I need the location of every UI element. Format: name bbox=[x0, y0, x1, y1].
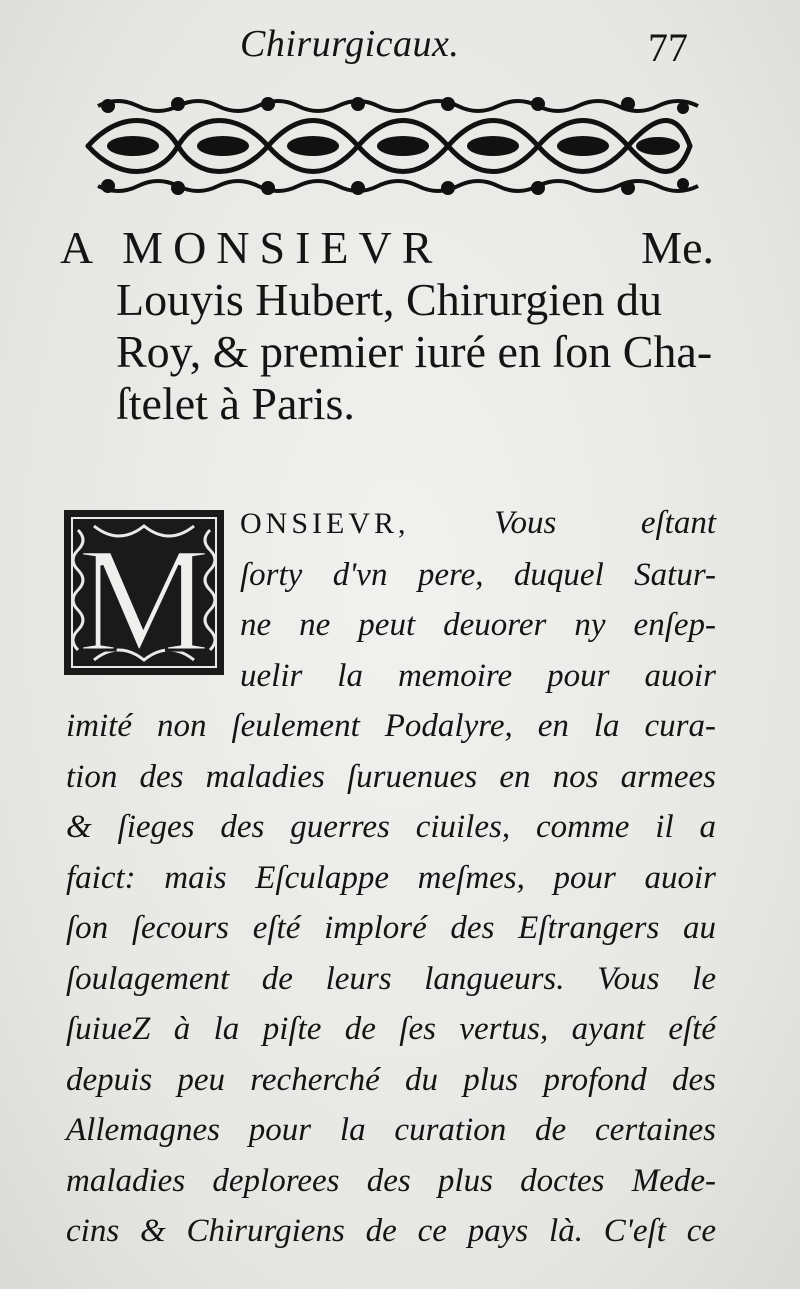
body-first-word: ONSIEVR, bbox=[240, 507, 410, 540]
running-head-title: Chirurgicaux. bbox=[240, 23, 460, 65]
body-line: ſuiueZ à la piſte de ſes vertus, ayant eſté bbox=[66, 1011, 716, 1047]
body-line: faict: mais Eſculappe meſmes, pour auoir bbox=[66, 859, 716, 896]
body-line: ne ne peut deuorer ny enſep- bbox=[240, 607, 716, 643]
body-line: & ſieges des guerres ciuiles, comme il a bbox=[66, 809, 716, 845]
body-line: Allemagnes pour la curation de certaines bbox=[66, 1112, 716, 1148]
page-number: 77 bbox=[648, 25, 688, 70]
dedication-heading bbox=[60, 222, 720, 430]
body-line: maladies deplorees des plus doctes Mede- bbox=[66, 1162, 716, 1199]
body-line: ſorty d'vn pere, duquel Satur- bbox=[240, 556, 716, 593]
heading-title-abbrev: Me. bbox=[641, 222, 714, 273]
heading-name-lines: Louyis Hubert, Chirurgien du Roy, & premier iuré en ſon Cha- ſtelet à Paris. bbox=[116, 274, 713, 429]
heading-first-line bbox=[60, 222, 720, 274]
body-line: cins & Chirurgiens de ce pays là. C'eſt ce bbox=[66, 1213, 716, 1249]
body-line: imité non ſeulement Podalyre, en la cura- bbox=[66, 708, 716, 744]
body-line: depuis peu recherché du plus profond des bbox=[66, 1061, 716, 1098]
body-line: uelir la memoire pour auoir bbox=[240, 657, 716, 694]
dedication-body bbox=[66, 498, 716, 1257]
heading-addressee: A MONSIEVR bbox=[60, 222, 443, 273]
body-line: ſoulagement de leurs langueurs. Vous le bbox=[66, 960, 716, 997]
body-line: ONSIEVR, Vous eſtant bbox=[240, 505, 717, 541]
decorative-headpiece bbox=[78, 92, 700, 200]
body-line: tion des maladies ſuruenues en nos armees bbox=[66, 758, 716, 795]
dropcap-letter: M bbox=[77, 517, 211, 675]
body-line: ſon ſecours eſté imploré des Eſtrangers au bbox=[66, 910, 716, 946]
running-head bbox=[0, 22, 800, 72]
